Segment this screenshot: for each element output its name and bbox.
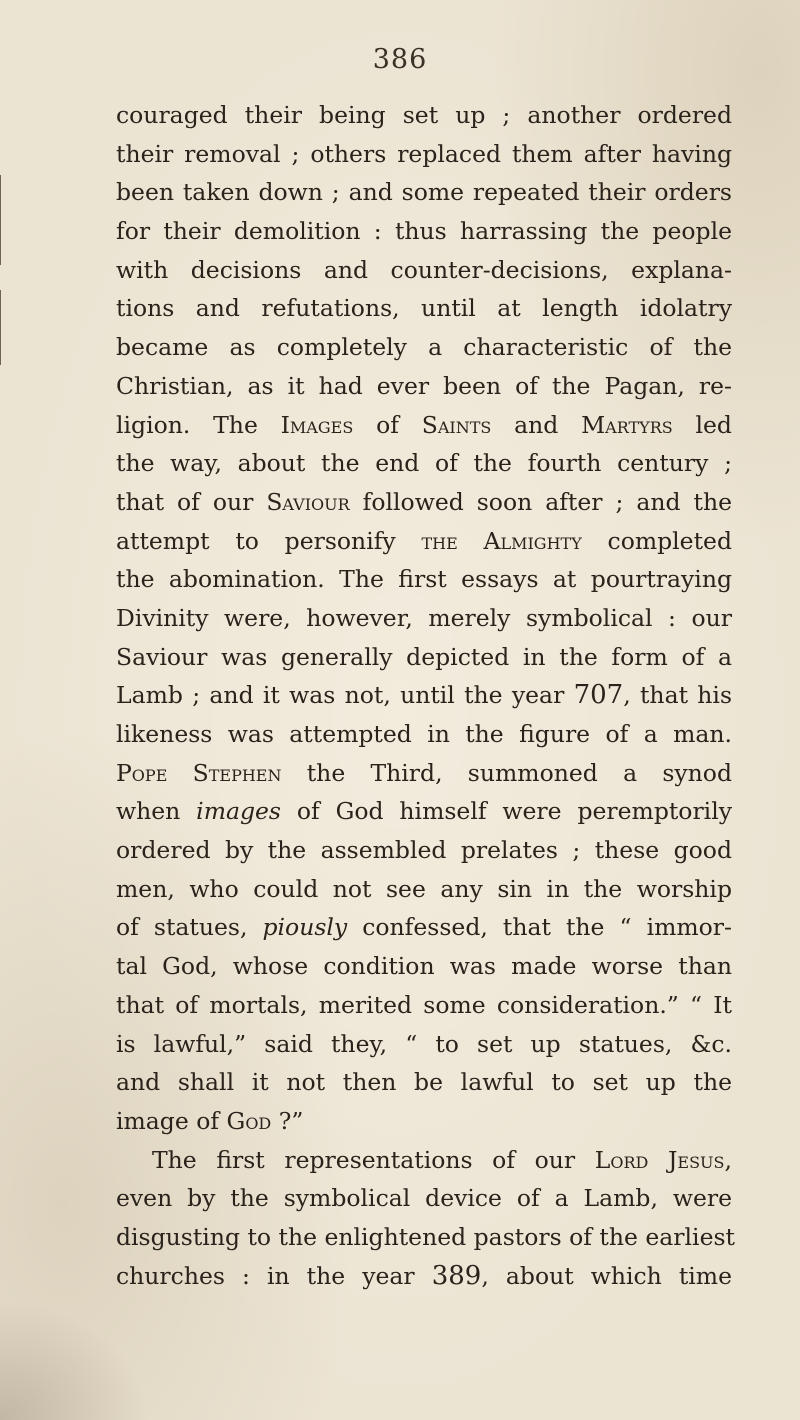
text-line: likeness was attempted in the figure of a man.	[116, 720, 732, 748]
text-line: tal God, whose condition was made worse than	[116, 952, 732, 981]
text-line: Saviour was generally depicted in the form of a	[116, 642, 732, 671]
text-line: of statues, piously confessed, that the “ immor-	[116, 913, 732, 942]
text-line: with decisions and counter-decisions, explana-	[116, 255, 732, 284]
text-line: became as completely a characteristic of the	[116, 333, 732, 362]
text-line: couraged their being set up ; another ordered	[116, 101, 732, 129]
text-line: ligion. The Images of Saints and Martyrs led	[116, 410, 732, 439]
text-line: been taken down ; and some repeated their orders	[116, 178, 732, 207]
text-line: and shall it not then be lawful to set up the	[116, 1068, 732, 1097]
text-line: that of our Saviour followed soon after ; and the	[116, 487, 732, 516]
text-line: that of mortals, merited some consideration.” “ It	[116, 990, 732, 1019]
text-line: even by the symbolical device of a Lamb, were	[116, 1184, 732, 1213]
text-line: Lamb ; and it was not, until the year 707, that his	[116, 680, 733, 711]
text-line: image of God ?”	[116, 1106, 304, 1135]
text-line: when images of God himself were peremptorily	[116, 797, 732, 826]
text-line: for their demolition : thus harrassing the people	[116, 217, 732, 246]
text-line: Christian, as it had ever been of the Pagan, re-	[116, 371, 732, 400]
page-corner-shadow	[0, 1300, 150, 1420]
page-number: 386	[372, 44, 428, 75]
text-line: attempt to personify the Almighty completed	[116, 526, 732, 555]
text-line: their removal ; others replaced them after having	[116, 139, 732, 168]
text-line: the abomination. The first essays at pourtraying	[116, 565, 732, 594]
text-line: ordered by the assembled prelates ; these good	[116, 836, 732, 865]
text-line: the way, about the end of the fourth century ;	[116, 449, 732, 478]
text-line: disgusting to the enlightened pastors of the earliest	[116, 1222, 735, 1251]
text-line: tions and refutations, until at length idolatry	[116, 294, 732, 323]
margin-mark	[0, 290, 11, 365]
text-line: churches : in the year 389, about which time	[116, 1260, 733, 1291]
text-line: Divinity were, however, merely symbolical : our	[116, 603, 732, 632]
margin-mark	[0, 175, 11, 265]
text-line: The first representations of our Lord Jesus,	[152, 1145, 732, 1174]
text-line: Pope Stephen the Third, summoned a synod	[116, 758, 732, 787]
text-line: men, who could not see any sin in the worship	[116, 874, 732, 903]
text-line: is lawful,” said they, “ to set up statues, &c.	[116, 1029, 732, 1058]
body-text	[116, 96, 735, 1295]
